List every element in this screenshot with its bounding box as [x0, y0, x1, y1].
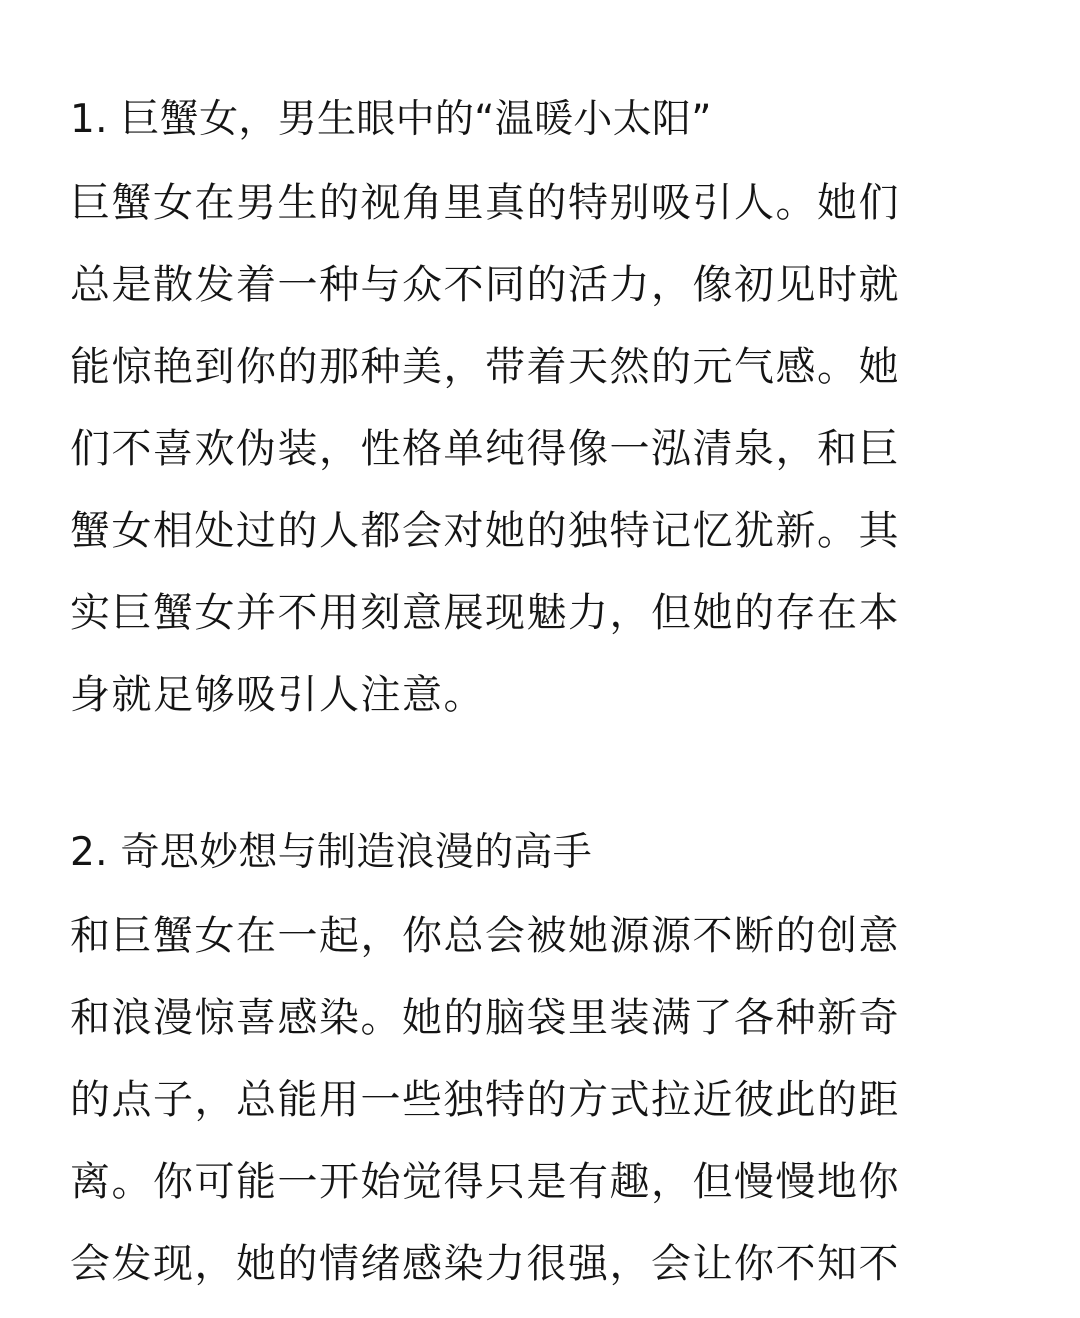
paragraph-line: 蟹女相处过的人都会对她的独特记忆犹新。其 [70, 508, 900, 554]
paragraph-line: 身就足够吸引人注意。 [70, 672, 485, 718]
paragraph-line: 巨蟹女在男生的视角里真的特别吸引人。她们 [70, 180, 900, 226]
section-1 [70, 78, 980, 736]
paragraph-line: 离。你可能一开始觉得只是有趣，但慢慢地你 [70, 1159, 900, 1205]
section-heading: 2. 奇思妙想与制造浪漫的高手 [70, 830, 593, 875]
paragraph-line: 们不喜欢伪装，性格单纯得像一泓清泉，和巨 [70, 426, 900, 472]
section-heading: 1. 巨蟹女，男生眼中的“温暖小太阳” [70, 97, 712, 142]
paragraph-line: 会发现，她的情绪感染力很强，会让你不知不 [70, 1241, 900, 1287]
paragraph-line: 和巨蟹女在一起，你总会被她源源不断的创意 [70, 913, 900, 959]
paragraph-line: 能惊艳到你的那种美，带着天然的元气感。她 [70, 344, 900, 390]
paragraph-line: 和浪漫惊喜感染。她的脑袋里装满了各种新奇 [70, 995, 900, 1041]
paragraph-line: 总是散发着一种与众不同的活力，像初见时就 [70, 262, 900, 308]
paragraph-line: 的点子，总能用一些独特的方式拉近彼此的距 [70, 1077, 900, 1123]
paragraph-line: 实巨蟹女并不用刻意展现魅力，但她的存在本 [70, 590, 900, 636]
section-2 [70, 811, 980, 1305]
